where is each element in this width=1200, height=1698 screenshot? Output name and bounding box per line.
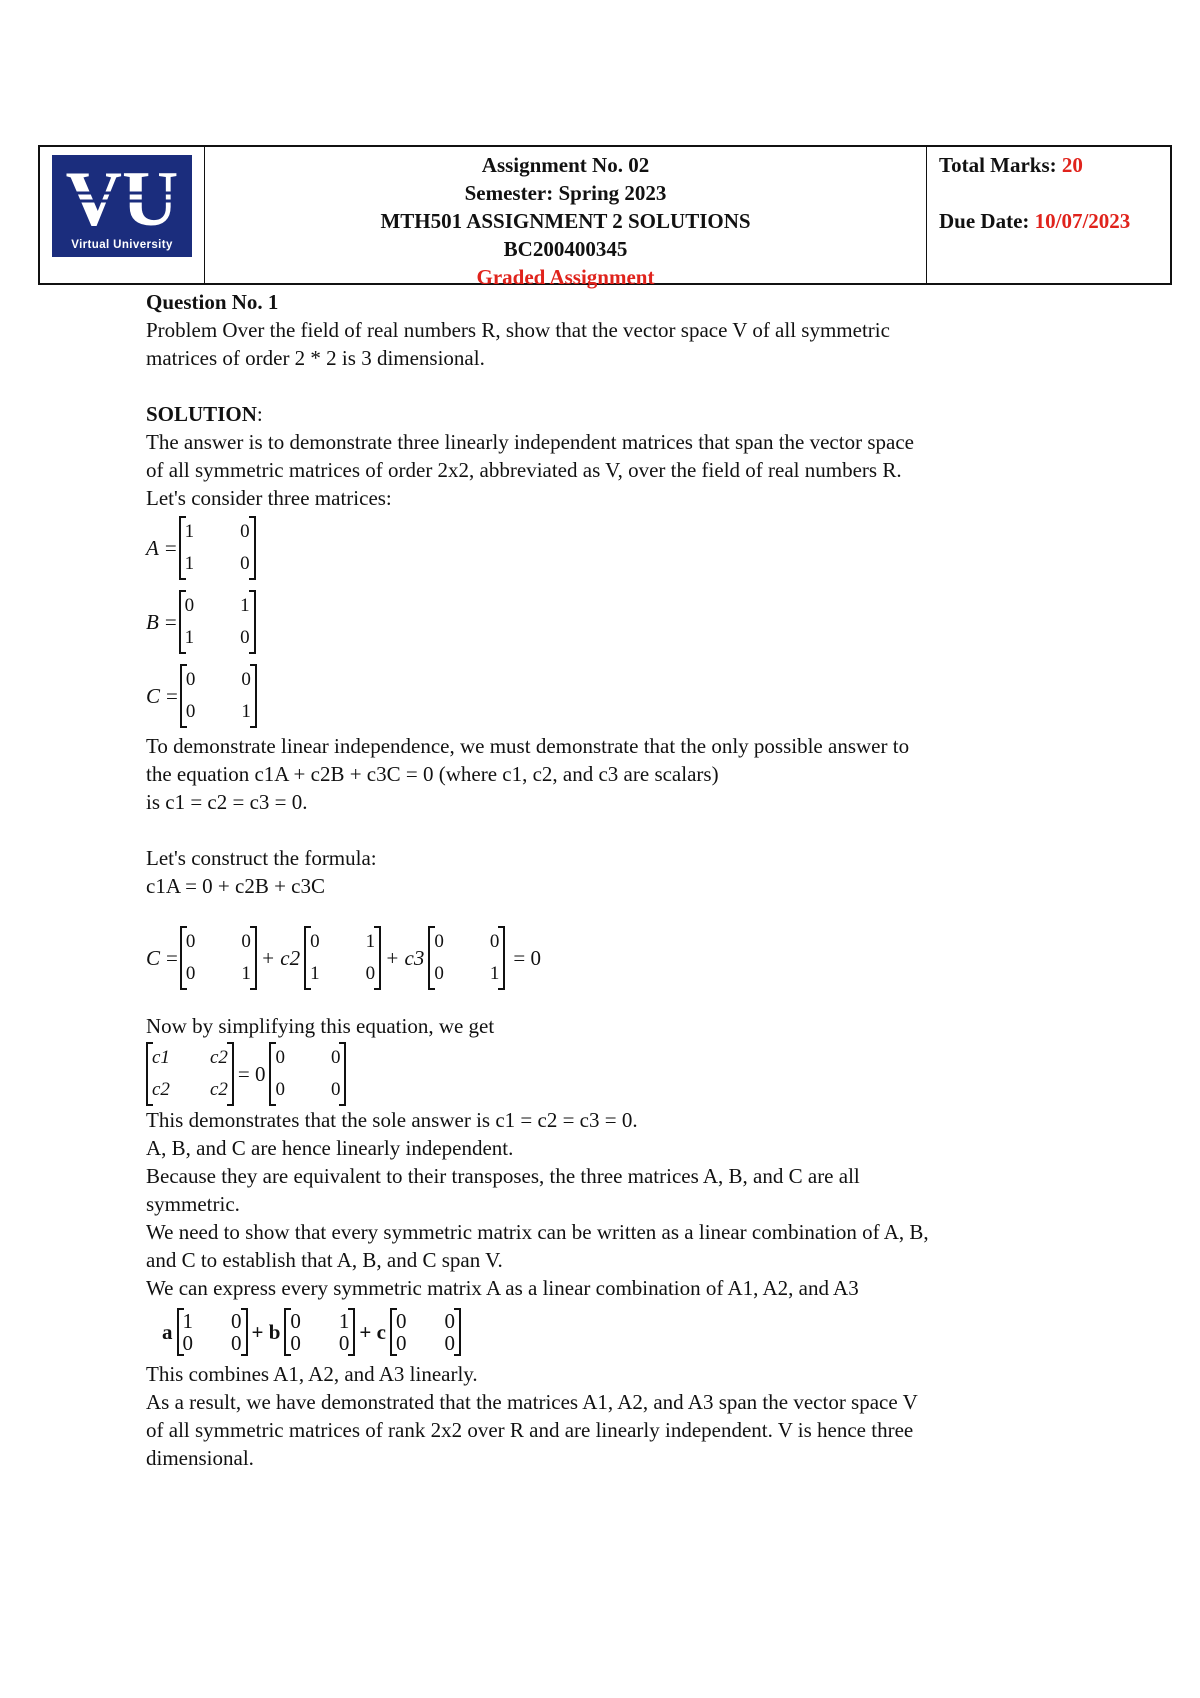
solution-p12: Because they are equivalent to their transposes, the three matrices A, B, and C are all <box>146 1164 860 1188</box>
solution-p11: A, B, and C are hence linearly independent. <box>146 1136 514 1160</box>
solution-p7: Let's construct the formula: <box>146 846 377 870</box>
solution-p1: The answer is to demonstrate three linearly independent matrices that span the vector space <box>146 430 914 454</box>
solution-p3: Let's consider three matrices: <box>146 486 392 510</box>
lincomb-matrix-2: 0 1 0 0 <box>284 1308 355 1356</box>
solution-p16: We can express every symmetric matrix A as a linear combination of A1, A2, and A3 <box>146 1276 859 1300</box>
linear-combination-image: a 1 0 0 0 + b 0 1 0 0 + c 0 0 0 0 <box>158 1308 1066 1356</box>
matrix-b: 0 1 1 0 <box>179 590 256 654</box>
matrix-c-row: C = 0 0 0 1 <box>146 664 1066 728</box>
graded-label: Graded Assignment <box>476 265 655 289</box>
due-date: Due Date: 10/07/2023 <box>939 209 1131 233</box>
logo-cell <box>40 147 205 283</box>
solution-p19: of all symmetric matrices of rank 2x2 over R and are linearly independent. V is hence three <box>146 1418 914 1442</box>
logo-caption: Virtual University <box>71 239 173 251</box>
solution-p20: dimensional. <box>146 1446 254 1470</box>
assignment-number: Assignment No. 02 <box>481 153 650 177</box>
matrix-c: 0 0 0 1 <box>180 664 257 728</box>
lincomb-matrix-3: 0 0 0 0 <box>390 1308 461 1356</box>
matrix-b-row: B = 0 1 1 0 <box>146 590 1066 654</box>
simplified-matrix-right: 0 0 0 0 <box>269 1042 346 1106</box>
combination-equation: C = 0 0 0 1 + c2 0 1 1 0 + c3 0 0 0 1 = 0 <box>146 926 1066 990</box>
header-table <box>38 145 1172 289</box>
solution-p6: is c1 = c2 = c3 = 0. <box>146 790 308 814</box>
due-date-value: 10/07/2023 <box>1034 209 1131 233</box>
simplified-equation: c1 c2 c2 c2 = 0 0 0 0 0 <box>146 1042 1066 1106</box>
solution-p5: the equation c1A + c2B + c3C = 0 (where c1, c2, and c3 are scalars) <box>146 762 719 786</box>
solution-p17: This combines A1, A2, and A3 linearly. <box>146 1362 478 1386</box>
solution-p14: We need to show that every symmetric matrix can be written as a linear combination of A, B, <box>146 1220 929 1244</box>
solution-heading: SOLUTION: <box>146 402 263 426</box>
course-title: MTH501 ASSIGNMENT 2 SOLUTIONS <box>380 209 751 233</box>
total-marks: Total Marks: 20 <box>939 153 1083 177</box>
lincomb-matrix-1: 1 0 0 0 <box>177 1308 248 1356</box>
marks-cell <box>927 147 1170 283</box>
solution-p9: Now by simplifying this equation, we get <box>146 1014 495 1038</box>
combination-matrix-3: 0 0 0 1 <box>428 926 505 990</box>
simplified-matrix-left: c1 c2 c2 c2 <box>146 1042 234 1106</box>
total-marks-value: 20 <box>1061 153 1083 177</box>
solution-p13: symmetric. <box>146 1192 240 1216</box>
semester: Semester: Spring 2023 <box>464 181 667 205</box>
solution-p4: To demonstrate linear independence, we must demonstrate that the only possible answer to <box>146 734 910 758</box>
combination-matrix-2: 0 1 1 0 <box>304 926 381 990</box>
student-id: BC200400345 <box>503 237 628 261</box>
solution-p10: This demonstrates that the sole answer is c1 = c2 = c3 = 0. <box>146 1108 638 1132</box>
document-body <box>146 288 1066 1472</box>
matrix-a-row: A = 1 0 1 0 <box>146 516 1066 580</box>
solution-p18: As a result, we have demonstrated that the matrices A1, A2, and A3 span the vector space V <box>146 1390 918 1414</box>
svg-text:VU: VU <box>65 155 179 237</box>
question-text-1: Problem Over the field of real numbers R, show that the vector space V of all symmetric <box>146 318 890 342</box>
matrix-a: 1 0 1 0 <box>179 516 256 580</box>
question-text-2: matrices of order 2 * 2 is 3 dimensional. <box>146 346 485 370</box>
solution-p2: of all symmetric matrices of order 2x2, abbreviated as V, over the field of real numbers R. <box>146 458 902 482</box>
header-title-cell <box>205 147 927 289</box>
virtual-university-logo <box>52 155 192 257</box>
question-title: Question No. 1 <box>146 290 279 314</box>
solution-p8: c1A = 0 + c2B + c3C <box>146 874 326 898</box>
combination-matrix-1: 0 0 0 1 <box>180 926 257 990</box>
solution-p15: and C to establish that A, B, and C span V. <box>146 1248 503 1272</box>
